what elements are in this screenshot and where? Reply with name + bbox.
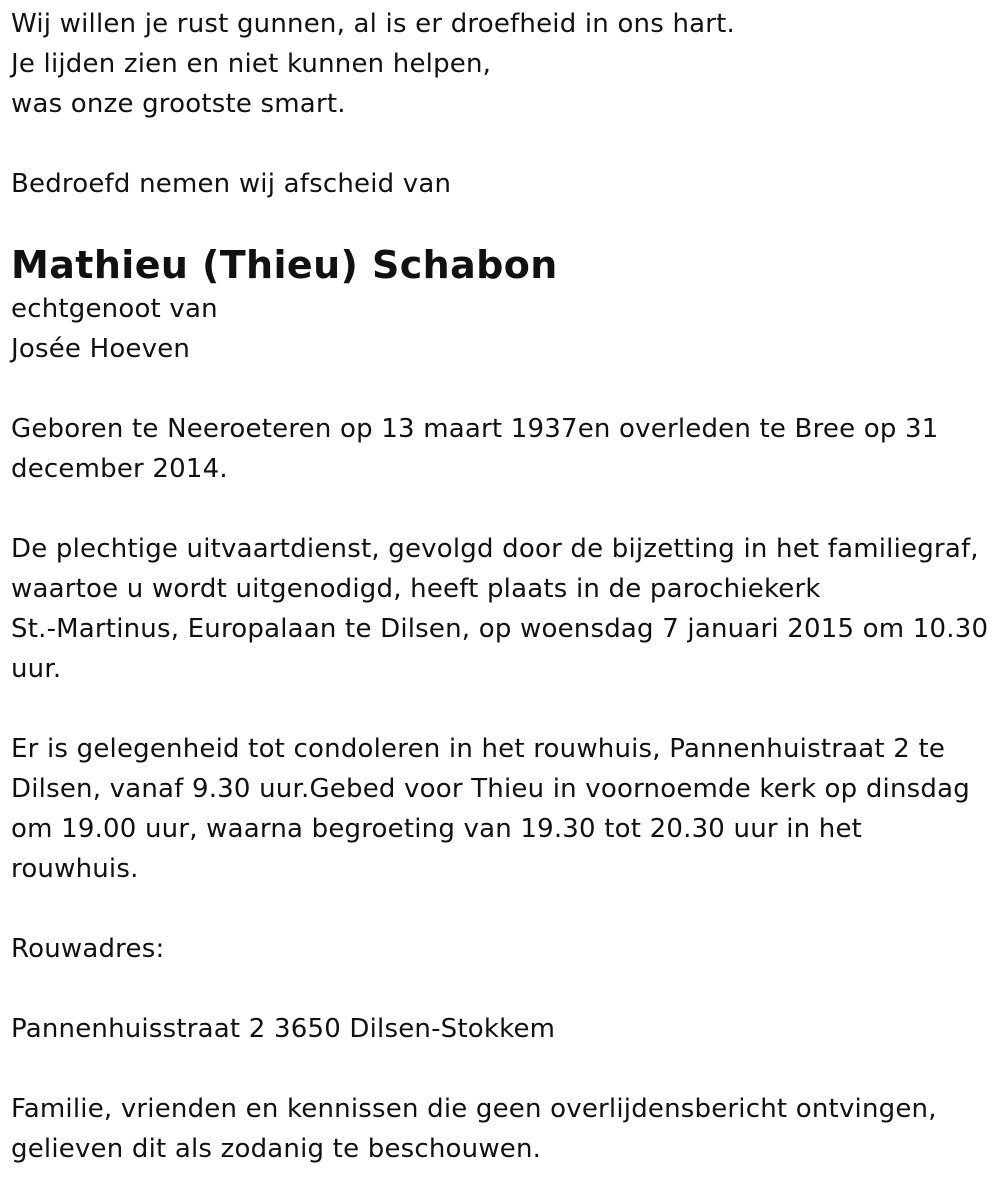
relation-text: echtgenoot van [11, 294, 218, 324]
address-label: Rouwadres: [11, 934, 165, 964]
address-value: Pannenhuisstraat 2 3650 Dilsen-Stokkem [11, 1014, 556, 1044]
paragraph-line: Familie, vrienden en kennissen die geen overlijdensbericht ontvingen, [11, 1094, 937, 1124]
funeral-paragraph [11, 529, 996, 689]
paragraph-line: St.-Martinus, Europalaan te Dilsen, op woensdag 7 januari 2015 om 10.30 [11, 614, 989, 644]
paragraph-line: rouwhuis. [11, 854, 139, 884]
paragraph-line: De plechtige uitvaartdienst, gevolgd door de bijzetting in het familiegraf, [11, 534, 979, 564]
birth-death-paragraph [11, 409, 996, 489]
closing-paragraph [11, 1089, 996, 1169]
paragraph-line: waartoe u wordt uitgenodigd, heeft plaats in de parochiekerk [11, 574, 821, 604]
condolence-paragraph [11, 729, 996, 889]
poem [11, 4, 996, 124]
deceased-name: Mathieu (Thieu) Schabon [11, 243, 558, 287]
poem-line: was onze grootste smart. [11, 89, 346, 119]
spouse-name: Josée Hoeven [11, 334, 191, 364]
poem-line: Je lijden zien en niet kunnen helpen, [11, 49, 492, 79]
paragraph-line: gelieven dit als zodanig te beschouwen. [11, 1134, 542, 1164]
intro-text: Bedroefd nemen wij afscheid van [11, 169, 452, 199]
paragraph-line: om 19.00 uur, waarna begroeting van 19.30 tot 20.30 uur in het [11, 814, 863, 844]
poem-line: Wij willen je rust gunnen, al is er droefheid in ons hart. [11, 9, 735, 39]
paragraph-line: Geboren te Neeroeteren op 13 maart 1937en overleden te Bree op 31 [11, 414, 939, 444]
paragraph-line: Dilsen, vanaf 9.30 uur.Gebed voor Thieu in voornoemde kerk op dinsdag [11, 774, 970, 804]
obituary-notice [11, 4, 996, 1169]
paragraph-line: Er is gelegenheid tot condoleren in het rouwhuis, Pannenhuistraat 2 te [11, 734, 946, 764]
paragraph-line: uur. [11, 654, 62, 684]
paragraph-line: december 2014. [11, 454, 228, 484]
